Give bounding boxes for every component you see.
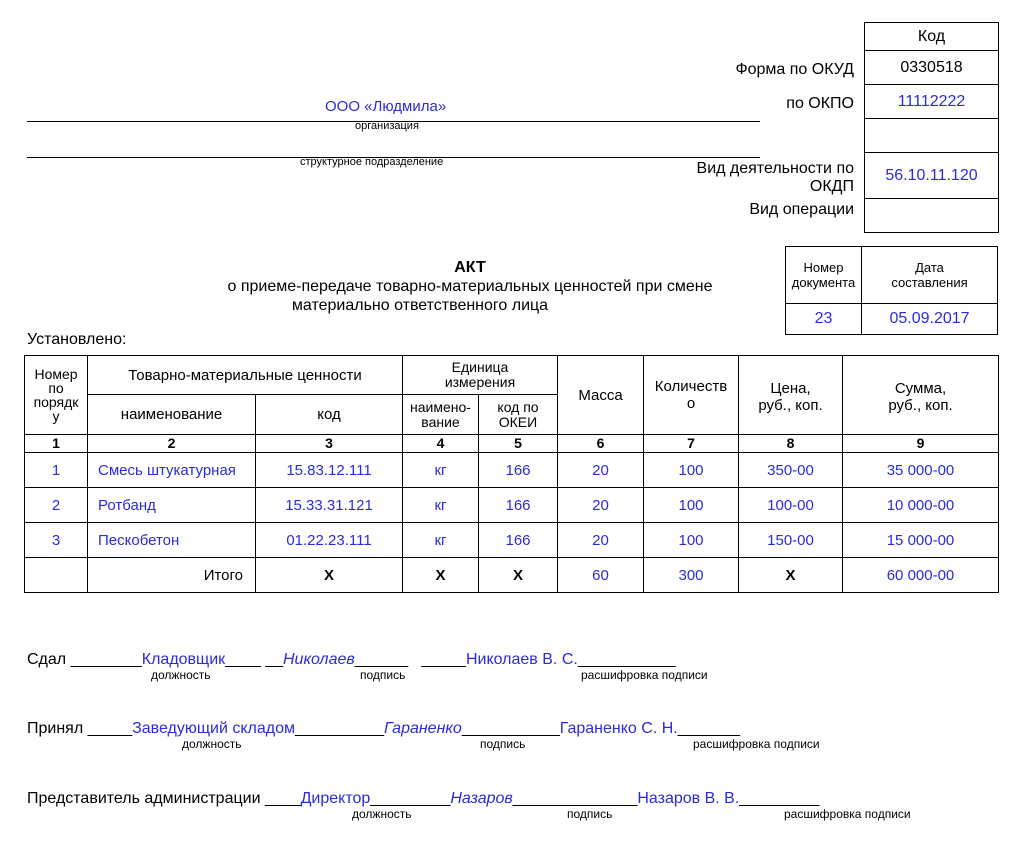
row-price: 150-00 <box>739 523 843 558</box>
header-okei-l2: ОКЕИ <box>498 413 538 430</box>
total-okei: Х <box>479 558 558 593</box>
goods-table <box>24 355 999 593</box>
accepted-cap-signature: подпись <box>480 737 526 751</box>
row-qty: 100 <box>644 453 739 488</box>
total-sum: 60 000-00 <box>843 558 999 593</box>
doc-number-header-l2: документа <box>791 275 856 290</box>
handed-cap-name: расшифровка подписи <box>581 668 708 682</box>
row-qty: 100 <box>644 488 739 523</box>
admin-position: Директор <box>300 790 371 807</box>
header-price <box>739 356 843 435</box>
row-price: 350-00 <box>739 453 843 488</box>
accepted-name: Гараненко С. Н. <box>559 720 678 737</box>
row-mass: 20 <box>558 488 644 523</box>
handed-cap-signature: подпись <box>360 668 406 682</box>
accepted-label: Принял <box>27 720 84 737</box>
admin-name: Назаров В. В. <box>637 790 740 807</box>
total-price: Х <box>739 558 843 593</box>
handed-signature-line: Сдал ________Кладовщик____ __Николаев______ _____Николаев В. С.___________ <box>27 651 676 668</box>
header-unit <box>403 356 558 395</box>
admin-cap-signature: подпись <box>567 807 613 821</box>
row-name: Ротбанд <box>88 488 256 523</box>
header-unit-name-l1: наимено- <box>410 398 471 415</box>
row-qty: 100 <box>644 523 739 558</box>
col-number-4: 4 <box>403 435 479 453</box>
header-price-l1: Цена, <box>770 380 811 397</box>
table-row <box>25 488 999 523</box>
row-price: 100-00 <box>739 488 843 523</box>
handed-cap-position: должность <box>151 668 211 682</box>
organization-caption: организация <box>355 120 419 132</box>
header-okei-l1: код по <box>497 398 539 415</box>
header-unit-name-l2: вание <box>421 413 460 430</box>
row-okei: 166 <box>479 488 558 523</box>
header-number <box>25 356 88 435</box>
okdp-label-line1: Вид деятельности по <box>696 160 854 177</box>
total-code: Х <box>256 558 403 593</box>
header-name: наименование <box>88 395 256 435</box>
col-number-8: 8 <box>739 435 843 453</box>
established-label: Установлено: <box>27 331 127 348</box>
header-unit-name <box>403 395 479 435</box>
okud-code: 0330518 <box>865 51 999 85</box>
row-mass: 20 <box>558 453 644 488</box>
handed-name: Николаев В. С. <box>465 651 578 668</box>
okpo-code: 11112222 <box>865 85 999 119</box>
doc-date-header-l1: Дата <box>915 260 944 275</box>
header-quantity-l1: Количеств <box>654 378 728 395</box>
table-row <box>25 523 999 558</box>
col-number-9: 9 <box>843 435 999 453</box>
handed-label: Сдал <box>27 651 67 668</box>
row-num: 3 <box>25 523 88 558</box>
handed-position: Кладовщик <box>141 651 226 668</box>
accepted-signature: Гараненко <box>384 720 462 737</box>
row-okei: 166 <box>479 523 558 558</box>
header-number-l3: порядк <box>33 394 79 410</box>
header-quantity <box>644 356 739 435</box>
title-line1: АКТ <box>454 259 486 276</box>
col-number-1: 1 <box>25 435 88 453</box>
okdp-label <box>697 160 854 196</box>
row-code: 15.83.12.111 <box>256 453 403 488</box>
row-mass: 20 <box>558 523 644 558</box>
row-num: 2 <box>25 488 88 523</box>
okud-label: Форма по ОКУД <box>735 61 854 78</box>
admin-label: Представитель администрации <box>27 790 261 807</box>
header-price-l2: руб., коп. <box>758 397 823 414</box>
col-number-3: 3 <box>256 435 403 453</box>
doc-number-value: 23 <box>786 304 862 335</box>
header-goods: Товарно-материальные ценности <box>88 356 403 395</box>
total-empty <box>25 558 88 593</box>
doc-date-value: 05.09.2017 <box>862 304 998 335</box>
doc-number-header <box>786 247 862 304</box>
header-number-l1: Номер <box>34 366 78 382</box>
header-unit-l1: Единица <box>451 359 509 375</box>
total-qty: 300 <box>644 558 739 593</box>
row-num: 1 <box>25 453 88 488</box>
col-number-2: 2 <box>88 435 256 453</box>
total-unit: Х <box>403 558 479 593</box>
header-sum-l2: руб., коп. <box>888 397 953 414</box>
row-unit: кг <box>403 523 479 558</box>
col-number-5: 5 <box>479 435 558 453</box>
row-sum: 10 000-00 <box>843 488 999 523</box>
document-number-table <box>785 246 998 335</box>
okpo-label: по ОКПО <box>786 95 854 112</box>
row-name: Пескобетон <box>88 523 256 558</box>
row-code: 01.22.23.111 <box>256 523 403 558</box>
header-quantity-l2: о <box>686 395 696 412</box>
admin-cap-name: расшифровка подписи <box>784 807 911 821</box>
okdp-code: 56.10.11.120 <box>865 153 999 199</box>
accepted-signature-line: Принял _____Заведующий складом__________Гараненко___________Гараненко С. Н._______ <box>27 720 741 737</box>
admin-signature: Назаров <box>450 790 513 807</box>
admin-signature-line: Представитель администрации ____Директор_________Назаров______________Назаров В. В._________ <box>27 790 820 807</box>
header-sum-l1: Сумма, <box>894 380 947 397</box>
row-unit: кг <box>403 453 479 488</box>
col-number-7: 7 <box>644 435 739 453</box>
header-number-l2: по <box>48 380 64 396</box>
header-sum <box>843 356 999 435</box>
operation-code <box>865 199 999 233</box>
doc-date-header <box>862 247 998 304</box>
accepted-cap-position: должность <box>182 737 242 751</box>
doc-number-header-l1: Номер <box>803 260 844 275</box>
row-okei: 166 <box>479 453 558 488</box>
codes-table <box>864 22 999 233</box>
header-mass: Масса <box>558 356 644 435</box>
title-line3: материально ответственного лица <box>291 297 549 314</box>
title-line2: о приеме-передаче товарно-материальных ценностей при смене <box>227 278 713 295</box>
handed-signature: Николаев <box>283 651 355 668</box>
row-unit: кг <box>403 488 479 523</box>
row-sum: 15 000-00 <box>843 523 999 558</box>
department-caption: структурное подразделение <box>300 156 444 168</box>
row-code: 15.33.31.121 <box>256 488 403 523</box>
table-row <box>25 453 999 488</box>
admin-cap-position: должность <box>352 807 412 821</box>
total-label: Итого <box>88 558 256 593</box>
accepted-cap-name: расшифровка подписи <box>693 737 820 751</box>
code-header: Код <box>865 23 999 51</box>
header-code: код <box>256 395 403 435</box>
okdp-label-line2: ОКДП <box>809 178 854 195</box>
accepted-position: Заведующий складом <box>132 720 296 737</box>
operation-label: Вид операции <box>749 201 854 218</box>
col-number-6: 6 <box>558 435 644 453</box>
document-title <box>150 258 790 315</box>
total-mass: 60 <box>558 558 644 593</box>
header-unit-l2: измерения <box>444 374 516 390</box>
header-okei <box>479 395 558 435</box>
row-name: Смесь штукатурная <box>88 453 256 488</box>
organization-value: ООО «Людмила» <box>325 98 447 115</box>
total-row <box>25 558 999 593</box>
doc-date-header-l2: составления <box>891 275 968 290</box>
empty-code-cell <box>865 119 999 153</box>
row-sum: 35 000-00 <box>843 453 999 488</box>
header-number-l4: у <box>52 408 60 424</box>
